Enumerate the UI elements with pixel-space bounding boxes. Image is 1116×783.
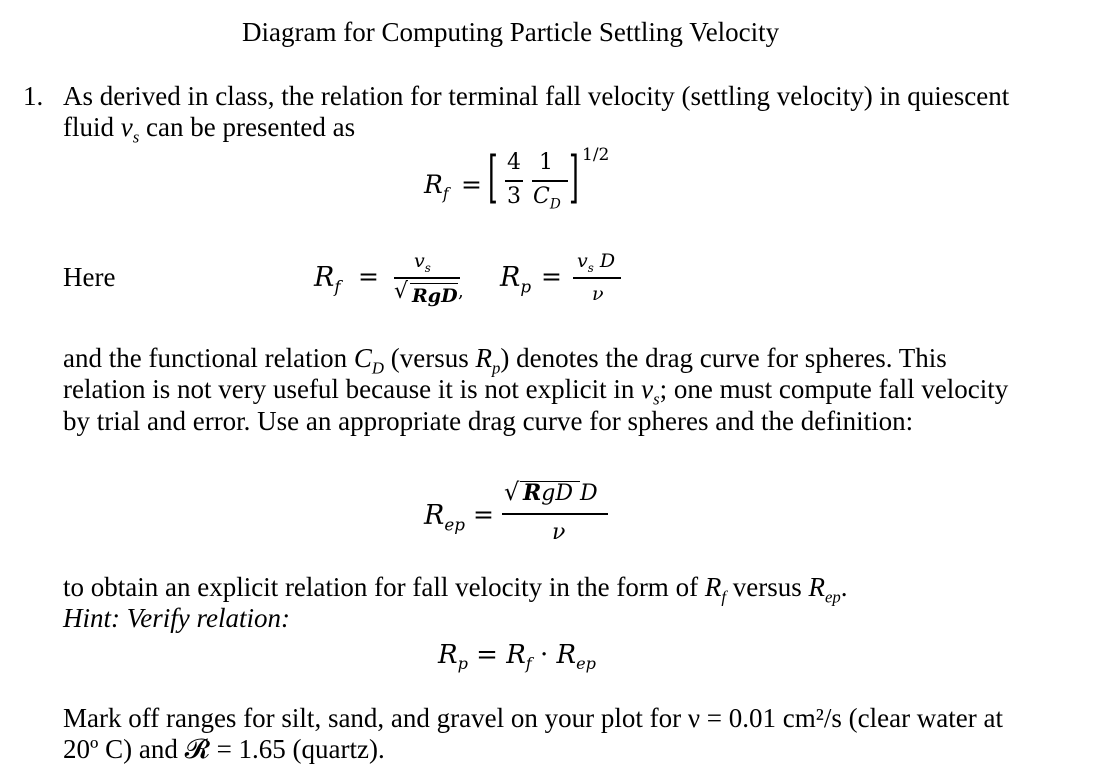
eq2-rp-frac-bar <box>573 277 621 279</box>
eq2-comma: , <box>458 281 464 302</box>
eq2-equals-1: = <box>358 262 379 291</box>
eq1-equals: = <box>461 170 482 199</box>
eq3-sqrt-sign: √ <box>504 478 520 506</box>
eq3-den: ν <box>552 520 566 545</box>
eq2-rp-num: $v_s$ D <box>577 250 616 275</box>
eq3-frac-bar <box>502 513 608 515</box>
eq2-rf: $R_f$ <box>314 262 341 297</box>
eq1-den-a: 3 <box>507 184 521 209</box>
eq2-rf-sqrt-sign: √ <box>394 279 409 304</box>
eq2-rp: $R_p$ <box>500 262 532 297</box>
paragraph-2-line-2: relation is not very useful because it is not explicit in $v_s$; one must compute fall velocity <box>63 374 1009 409</box>
eq3-equals: = <box>473 500 494 529</box>
intro-line-2 <box>63 112 356 147</box>
eq2-rf-den: RgD <box>412 285 458 307</box>
eq2-rf-num: $v_s$ <box>414 250 431 275</box>
eq2-rp-den: ν <box>592 283 604 305</box>
eq1-den-b: $C_D$ <box>533 184 561 213</box>
paragraph-4-line-2: 20º C) and 𝓡 = 1.65 (quartz). <box>63 734 385 764</box>
paragraph-4-line-1: Mark off ranges for silt, sand, and gravel on your plot for ν = 0.01 cm²/s (clear water at <box>63 703 1004 733</box>
intro-line-2-var: $v_s$ <box>120 112 140 147</box>
intro-line-2-rest: can be presented as <box>146 112 356 142</box>
eq1-right-bracket: ] <box>569 145 579 210</box>
paragraph-3-hint: Hint: Verify relation: <box>63 603 290 633</box>
paragraph-2-line-3: by trial and error. Use an appropriate drag curve for spheres and the definition: <box>63 406 914 436</box>
eq1-lhs: $R_f$ <box>424 170 449 203</box>
eq1-frac-bar-a <box>505 180 523 182</box>
page-title: Diagram for Computing Particle Settling Velocity <box>242 17 780 47</box>
problem-number: 1. <box>23 81 44 111</box>
eq3-lhs: $R_{ep}$ <box>424 500 465 535</box>
eq2-equals-2: = <box>541 262 562 291</box>
eq3-num: RgD D <box>523 480 598 506</box>
here-label: Here <box>63 262 116 292</box>
eq1-num-a: 4 <box>507 150 521 175</box>
eq1-num-b: 1 <box>539 150 553 175</box>
eq1-left-bracket: [ <box>488 145 498 210</box>
paragraph-3-line-1: to obtain an explicit relation for fall velocity in the form of $R_f$ versus $R_{ep}$. <box>63 572 848 607</box>
equation-rp-product: $R_p = R_f \cdot R_{ep}$ <box>438 640 596 674</box>
intro-line-2-text: fluid <box>63 112 114 142</box>
intro-line-1: As derived in class, the relation for terminal fall velocity (settling velocity) in quiescent <box>63 81 1010 111</box>
paragraph-2-line-1: and the functional relation $C_D$ (versus $R_p$) denotes the drag curve for spheres. This <box>63 343 947 378</box>
eq1-frac-bar-b <box>532 180 568 182</box>
eq1-exponent: 1/2 <box>582 145 610 165</box>
